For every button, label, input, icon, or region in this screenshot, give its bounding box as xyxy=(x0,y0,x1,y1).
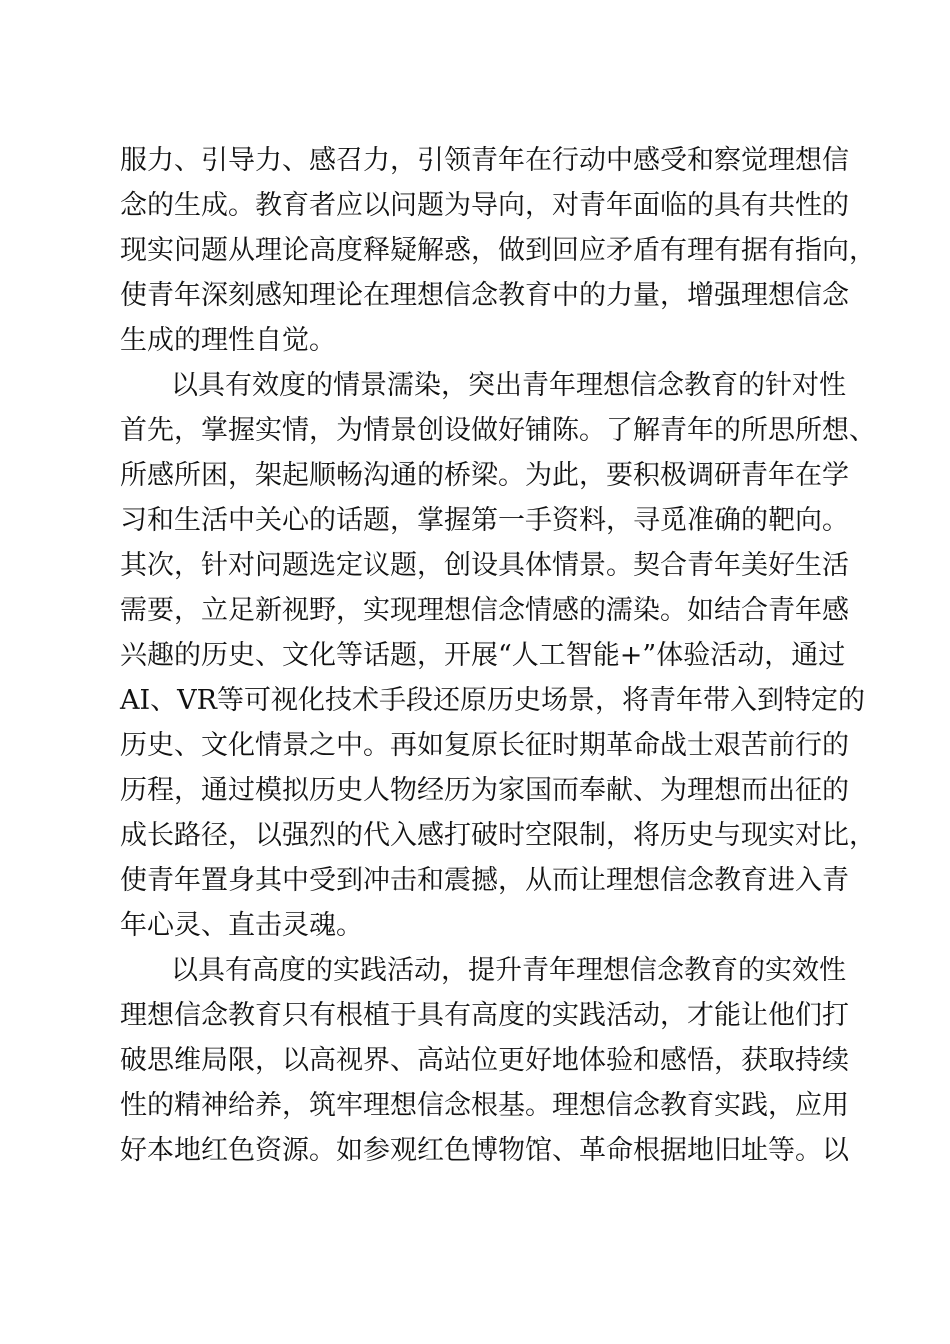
text-line: 破思维局限，以高视界、高站位更好地体验和感悟，获取持续 xyxy=(120,1045,849,1076)
text-line: 历程，通过模拟历史人物经历为家国而奉献、为理想而出征的 xyxy=(120,775,849,806)
text-line: 历史、文化情景之中。再如复原长征时期革命战士艰苦前行的 xyxy=(120,730,849,761)
section-heading: 以具有高度的实践活动，提升青年理想信念教育的实效性 xyxy=(171,955,846,986)
text-line: 需要，立足新视野，实现理想信念情感的濡染。如结合青年感 xyxy=(120,595,849,626)
text-line: 兴趣的历史、文化等话题，开展“人工智能+”体验活动，通过 xyxy=(120,640,846,671)
text-line: 生成的理性自觉。 xyxy=(120,325,336,356)
text-line: 理想信念教育只有根植于具有高度的实践活动，才能让他们打 xyxy=(120,1000,849,1031)
text-line: AI、VR等可视化技术手段还原历史场景，将青年带入到特定的 xyxy=(120,685,865,716)
text-line: 成长路径，以强烈的代入感打破时空限制，将历史与现实对比， xyxy=(120,820,876,851)
text-line: 性的精神给养，筑牢理想信念根基。理想信念教育实践，应用 xyxy=(120,1090,849,1121)
text-line: 年心灵、直击灵魂。 xyxy=(120,910,363,941)
text-line: 首先，掌握实情，为情景创设做好铺陈。了解青年的所思所想、 xyxy=(120,415,876,446)
text-line: 好本地红色资源。如参观红色博物馆、革命根据地旧址等。以 xyxy=(120,1135,849,1166)
text-line: 使青年深刻感知理论在理想信念教育中的力量，增强理想信念 xyxy=(120,280,849,311)
text-line: 其次，针对问题选定议题，创设具体情景。契合青年美好生活 xyxy=(120,550,849,581)
text-line: 所感所困，架起顺畅沟通的桥梁。为此，要积极调研青年在学 xyxy=(120,460,849,491)
text-line: 念的生成。教育者应以问题为导向，对青年面临的具有共性的 xyxy=(120,190,849,221)
text-line: 现实问题从理论高度释疑解惑，做到回应矛盾有理有据有指向， xyxy=(120,235,876,266)
text-line: 使青年置身其中受到冲击和震撼，从而让理想信念教育进入青 xyxy=(120,865,849,896)
section-heading: 以具有效度的情景濡染，突出青年理想信念教育的针对性 xyxy=(171,370,846,401)
text-line: 习和生活中关心的话题，掌握第一手资料，寻觅准确的靶向。 xyxy=(120,505,849,536)
text-line: 服力、引导力、感召力，引领青年在行动中感受和察觉理想信 xyxy=(120,145,849,176)
